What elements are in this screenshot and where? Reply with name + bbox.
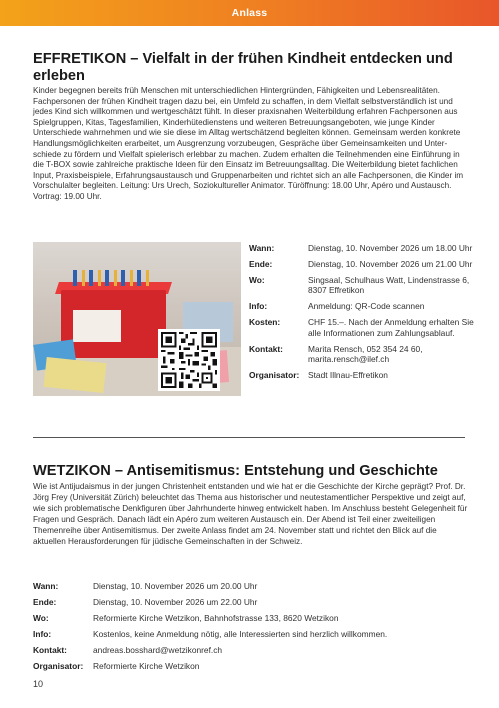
qr-code-icon	[161, 332, 217, 388]
event2-detail-when: Wann: Dienstag, 10. November 2026 um 20.00 Uhr	[33, 581, 258, 591]
event2-contact-link[interactable]: andreas.bosshard@wetzikonref.ch	[93, 644, 223, 655]
event2-details	[33, 581, 473, 677]
section-divider	[33, 437, 465, 438]
event1-details	[249, 243, 479, 386]
event1-description: Kinder begegnen bereits früh Menschen mit unterschiedlichen Hintergründen, Fähigkeiten und Lebensrealitäten. Fachpersonen der frühen Kindheit tragen dazu bei, ein Umfeld zu schaffen, in dem Vielfalt selbstverständlich ist und jedes Kind sich willkommen und wertgeschätzt fühlt. In dieser praxisnahen Weiterbildung erfahren Fachpersonen aus Spielgruppen, Kitas, Tagesfamilien, Kinderhütedienstens und weiteren Betreuungsangeboten, wie junge Kinder Unterschiede wahrnehmen und wie sie diese im Alltag wertschätzend begleiten können. Gemeinsam werden konkrete Handlungsmöglichkeiten erarbeitet, um Ausgrenzung vorzubeugen, Gespräche über Gemeinsamkeiten und Unterschiede zu fördern und Vielfalt spielerisch erlebbar zu machen. Zudem erhalten die Teilnehmenden eine Einführung in die T-BOX sowie zahlreiche praktische Ideen für den Einsatz im Betreuungsalltag. Die Weiterbildung bietet fachlichen Input, Praxisbeispiele, Erfahrungsaustausch und Gruppenarbeiten und richtet sich an alle Fachpersonen, die Kinder im Vorschulalter begleiten. Leitung: Urs Urech, Soziokultureller Animator. Türöffnung: 18.00 Uhr, Apéro und Austausch. Vortrag: 19.00 Uhr.	[33, 86, 464, 201]
registration-qr-code[interactable]	[158, 329, 220, 391]
event2-detail-where: Wo: Reformierte Kirche Wetzikon, Bahnhofstrasse 133, 8620 Wetzikon	[33, 612, 339, 623]
event1-detail-when: Wann: Dienstag, 10. November 2026 um 18.00 Uhr	[249, 243, 473, 253]
event2-detail-contact: Kontakt: andreas.bosshard@wetzikonref.ch	[33, 645, 473, 656]
event1-detail-end: Ende: Dienstag, 10. November 2026 um 21.00 Uhr	[249, 258, 473, 269]
section-header	[0, 0, 499, 26]
event1-title: EFFRETIKON – Vielfalt in der frühen Kindheit entdecken und erleben	[33, 51, 453, 84]
event1-contact-link[interactable]: Marita Rensch, 052 354 24 60, marita.rensch@ilef.ch	[308, 343, 423, 365]
event1-detail-contact: Kontakt: Marita Rensch, 052 354 24 60, marita.rensch@ilef.ch	[249, 344, 479, 366]
event1-detail-info: Info: Anmeldung: QR-Code scannen	[249, 301, 425, 312]
section-header-label: Anlass	[231, 7, 268, 19]
event2-title: WETZIKON – Antisemitismus: Entstehung und Geschichte	[33, 463, 438, 479]
page-number: 10	[33, 679, 44, 689]
event2-detail-end: Ende: Dienstag, 10. November 2026 um 22.00 Uhr	[33, 596, 258, 607]
event2-description: Wie ist Antijudaismus in der jungen Christenheit entstanden und wie hat er die Geschichte der Kirche geprägt? Prof. Dr. Jörg Frey (Universität Zürich) beleuchtet das Thema aus historischer und neutestamentlicher Perspektive und zeigt auf, wie sich problematische Denkfiguren über Jahrhunderte hinweg entwickelt haben. Im Anschluss besteht Gelegenheit für Fragen und Gespräch. Danach lädt ein Apéro zum weiteren Austausch ein. Der Abend ist Teil einer zweiteiligen Themenreihe über Antisemitismus. Der zweite Anlass findet am 24. November statt und richtet den Blick auf die aktuellen Herausforderungen für jüdische Gemeinschaften in der Schweiz.	[33, 482, 468, 546]
event1-detail-organizer: Organisator: Stadt Illnau-Effretikon	[249, 370, 388, 381]
event2-detail-info: Info: Kostenlos, keine Anmeldung nötig, alle Interessierten sind herzlich willkommen.	[33, 628, 388, 639]
event1-detail-cost: Kosten: CHF 15.–. Nach der Anmeldung erhalten Sie alle Informationen zum Zahlungsablauf.	[249, 316, 474, 338]
event1-detail-where: Wo: Singsaal, Schulhaus Watt, Lindenstrasse 6, 8307 Effretikon	[249, 274, 470, 296]
event2-detail-organizer: Organisator: Reformierte Kirche Wetzikon	[33, 660, 200, 671]
